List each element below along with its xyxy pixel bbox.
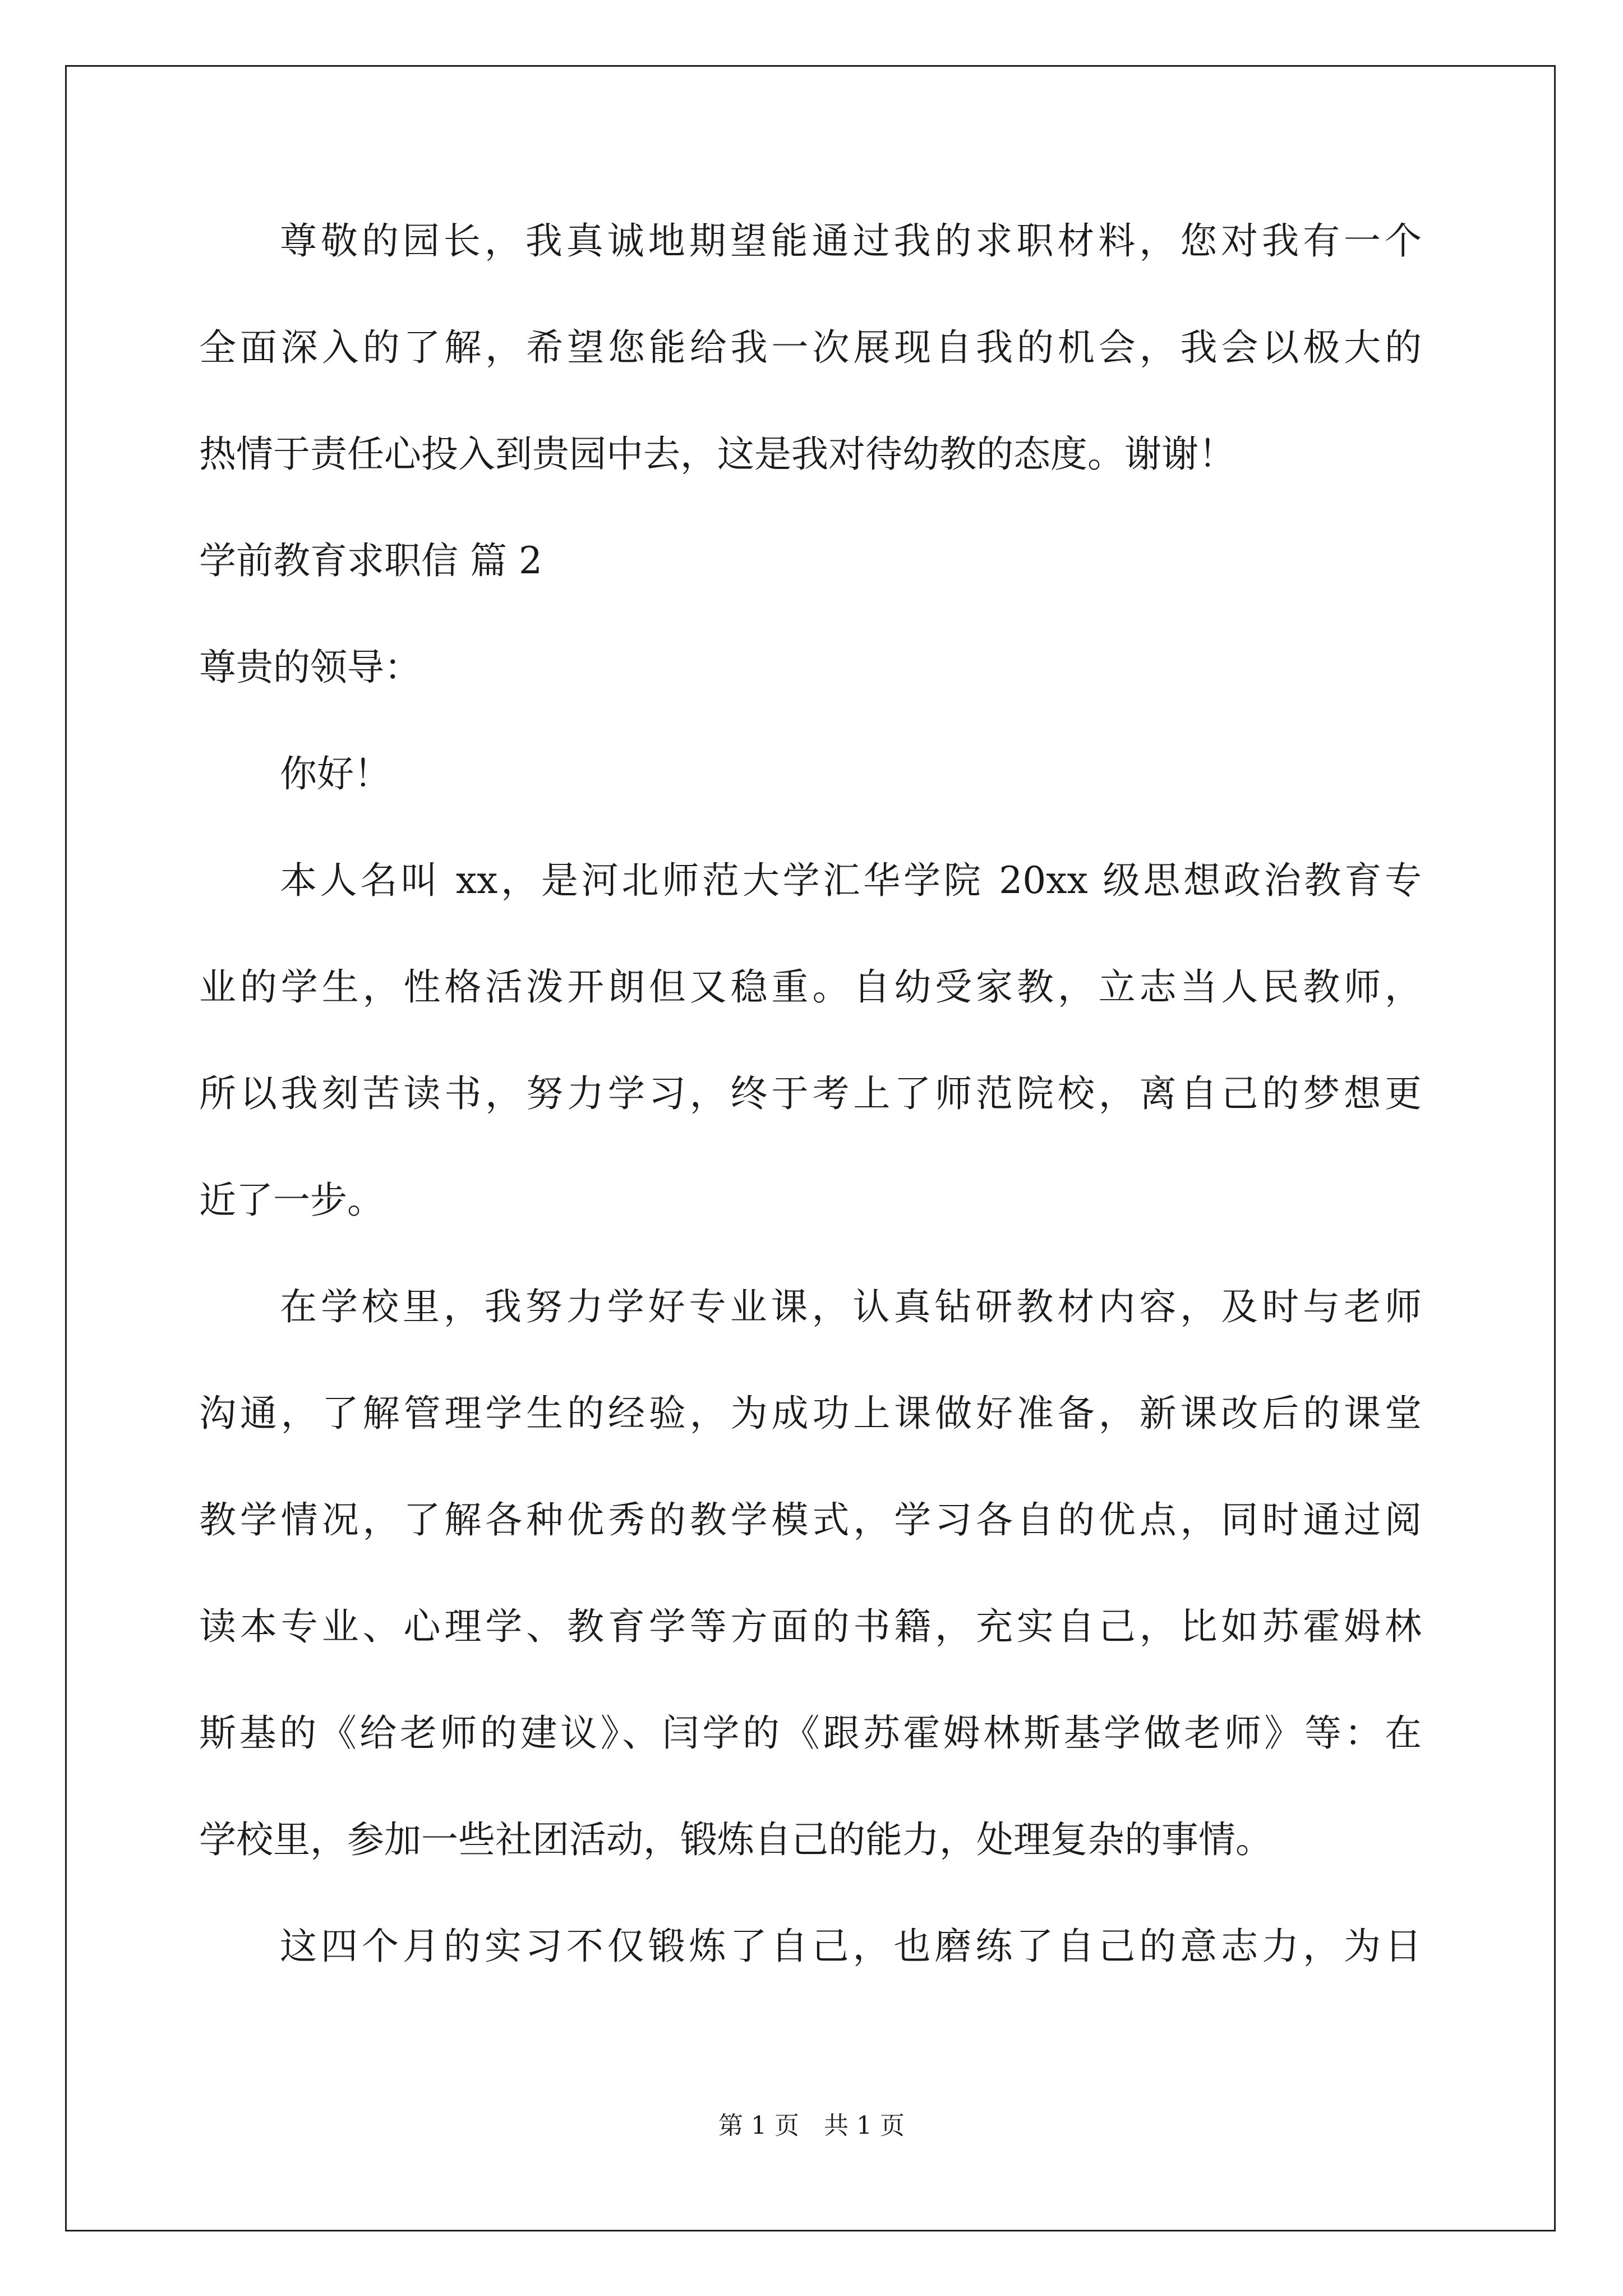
- paragraph-1-line-3: 热情于责任心投入到贵园中去，这是我对待幼教的态度。谢谢！: [199, 432, 1235, 476]
- paragraph-2-line-3: 所以我刻苦读书，努力学习，终于考上了师范院校，离自己的梦想更: [199, 1072, 1422, 1115]
- greeting: 你好！: [280, 752, 391, 795]
- salutation: 尊贵的领导：: [199, 646, 421, 689]
- paragraph-2-line-4: 近了一步。: [199, 1179, 384, 1222]
- paragraph-3-line-5: 斯基的《给老师的建议》、闫学的《跟苏霍姆林斯基学做老师》等：在: [199, 1711, 1422, 1755]
- paragraph-3-line-1: 在学校里，我努力学好专业课，认真钻研教材内容，及时与老师: [280, 1285, 1422, 1328]
- page-border: [65, 65, 1556, 2231]
- paragraph-1-line-2: 全面深入的了解，希望您能给我一次展现自我的机会，我会以极大的: [199, 326, 1422, 369]
- paragraph-2-line-2: 业的学生，性格活泼开朗但又稳重。自幼受家教，立志当人民教师，: [199, 965, 1422, 1009]
- paragraph-3-line-2: 沟通，了解管理学生的经验，为成功上课做好准备，新课改后的课堂: [199, 1392, 1422, 1435]
- paragraph-3-line-6: 学校里，参加一些社团活动，锻炼自己的能力，处理复杂的事情。: [199, 1818, 1272, 1861]
- section-heading: 学前教育求职信 篇 2: [199, 539, 542, 582]
- paragraph-1-line-1: 尊敬的园长，我真诚地期望能通过我的求职材料，您对我有一个: [280, 219, 1422, 263]
- paragraph-4-line-1: 这四个月的实习不仅锻炼了自己，也磨练了自己的意志力，为日: [280, 1925, 1422, 1968]
- paragraph-3-line-3: 教学情况，了解各种优秀的教学模式，学习各自的优点，同时通过阅: [199, 1498, 1422, 1542]
- paragraph-2-line-1: 本人名叫 xx，是河北师范大学汇华学院 20xx 级思想政治教育专: [280, 859, 1422, 902]
- page-footer: 第 1 页 共 1 页: [718, 2111, 905, 2140]
- paragraph-3-line-4: 读本专业、心理学、教育学等方面的书籍，充实自己，比如苏霍姆林: [199, 1605, 1422, 1648]
